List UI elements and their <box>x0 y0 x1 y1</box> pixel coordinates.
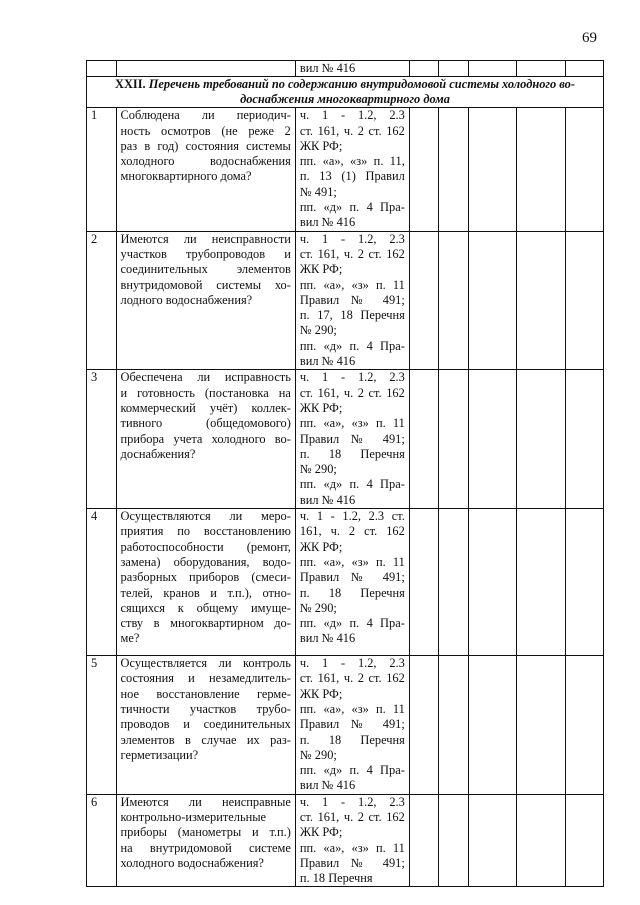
cell-no <box>439 656 469 795</box>
ref-line: № 290; <box>299 323 337 338</box>
ref-line: ст. 161, ч. 2 ст. 162 <box>299 809 405 824</box>
cell-extra <box>565 61 603 77</box>
ref-line: ЖК РФ; <box>299 262 343 277</box>
question-line: Осуществляется ли контроль <box>120 656 291 671</box>
question-line: ность осмотров (не реже 2 <box>120 123 291 138</box>
cell-comment <box>517 108 566 231</box>
question-line: ное восстановление герме- <box>120 686 291 701</box>
cell-num: 1 <box>87 108 117 231</box>
ref-line: п. 17, 18 Перечня <box>299 308 405 323</box>
ref-line: ч. 1 - 1.2, 2.3 <box>299 231 405 246</box>
cell-question <box>116 231 295 370</box>
question-line: соединительных элементов <box>120 262 291 277</box>
table-row <box>87 656 604 795</box>
ref-line: Правил № 491; <box>299 570 405 585</box>
cell-comment <box>517 231 566 370</box>
question-line: Имеются ли неисправности <box>120 231 291 246</box>
table-row <box>87 370 604 509</box>
table-row-continuation <box>87 61 604 77</box>
ref-line: пп. «д» п. 4 Пра- <box>299 763 405 778</box>
cell-comment <box>517 370 566 509</box>
ref-line: Правил № 491; <box>299 855 405 870</box>
question-line: состояния и незамедлитель- <box>120 671 291 686</box>
ref-line: пп. «а», «з» п. 11 <box>299 416 405 431</box>
question-line: холодного водоснабжения? <box>120 855 264 870</box>
cell-question <box>116 794 295 887</box>
cell-question <box>116 108 295 231</box>
ref-line: ЖК РФ; <box>299 539 343 554</box>
table-row <box>87 108 604 231</box>
section-roman: XXII. <box>115 77 146 92</box>
cell-no <box>439 108 469 231</box>
cell-num: 3 <box>87 370 117 509</box>
cell-num: 5 <box>87 656 117 795</box>
ref-line: Правил № 491; <box>299 717 405 732</box>
ref-line: № 290; <box>299 600 337 615</box>
cell-yes <box>409 656 439 795</box>
cell-extra <box>565 231 603 370</box>
cell-comment <box>517 656 566 795</box>
cell-question <box>116 509 295 656</box>
ref-line: № 491; <box>299 184 337 199</box>
ref-line: пп. «д» п. 4 Пра- <box>299 616 405 631</box>
question-line: многоквартирного дома? <box>120 169 252 184</box>
ref-line: ч. 1 - 1.2, 2.3 <box>299 656 405 671</box>
cell-no <box>439 61 469 77</box>
ref-line: 161, ч. 2 ст. 162 <box>299 524 405 539</box>
cell-extra <box>565 370 603 509</box>
cell-na <box>468 370 517 509</box>
question-line: проводов и соединительных <box>120 717 291 732</box>
cell-yes <box>409 509 439 656</box>
question-line: участков трубопроводов и <box>120 246 291 261</box>
ref-line: ч. 1 - 1.2, 2.3 <box>299 794 405 809</box>
ref-line: ст. 161, ч. 2 ст. 162 <box>299 123 405 138</box>
question-line: и готовность (постановка на <box>120 385 291 400</box>
question-line: приборы (манометры и т.п.) <box>120 825 291 840</box>
cell-ref <box>295 370 409 509</box>
cell-ref <box>295 108 409 231</box>
ref-line: п. 18 Перечня <box>299 732 405 747</box>
section-header-row <box>87 77 604 108</box>
ref-line: п. 18 Перечня <box>299 871 373 886</box>
cell-num: 2 <box>87 231 117 370</box>
question-line: коммерческий учёт) коллек- <box>120 400 291 415</box>
ref-line: пп. «а», «з» п. 11 <box>299 840 405 855</box>
ref-line: Правил № 491; <box>299 292 405 307</box>
question-line: холодного водоснабжения <box>120 154 291 169</box>
cell-no <box>439 509 469 656</box>
table-row <box>87 509 604 656</box>
cell-ref <box>295 509 409 656</box>
question-line: ству в многоквартирном до- <box>120 616 291 631</box>
ref-line: пп. «а», «з» п. 11 <box>299 701 405 716</box>
cell-na <box>468 509 517 656</box>
cell-na <box>468 656 517 795</box>
cell-ref <box>295 231 409 370</box>
cell-extra <box>565 656 603 795</box>
ref-line: пп. «д» п. 4 Пра- <box>299 200 405 215</box>
cell-yes <box>409 231 439 370</box>
ref-line: ЖК РФ; <box>299 825 343 840</box>
cell-ref <box>295 794 409 887</box>
ref-line: № 290; <box>299 462 337 477</box>
cell-na <box>468 231 517 370</box>
ref-line: вил № 416 <box>299 354 356 369</box>
question-line: внутридомовой системы хо- <box>120 277 291 292</box>
cell-na <box>468 61 517 77</box>
cell-num <box>87 61 117 77</box>
ref-line: ч. 1 - 1.2, 2.3 <box>299 370 405 385</box>
question-line: приятия по восстановлению <box>120 524 291 539</box>
ref-line: п. 18 Перечня <box>299 446 405 461</box>
ref-line: вил № 416 <box>299 492 356 507</box>
cell-yes <box>409 108 439 231</box>
cell-ref <box>295 61 409 77</box>
section-title <box>87 77 604 108</box>
cell-no <box>439 794 469 887</box>
cell-na <box>468 108 517 231</box>
cell-num: 6 <box>87 794 117 887</box>
question-line: Соблюдена ли периодич- <box>120 108 291 123</box>
question-line: разборных приборов (смеси- <box>120 570 291 585</box>
table-row <box>87 794 604 887</box>
ref-line: пп. «а», «з» п. 11, <box>299 154 405 169</box>
question-line: замена) оборудования, водо- <box>120 554 291 569</box>
ref-line: вил № 416 <box>299 778 356 793</box>
question-line: контрольно-измерительные <box>120 809 267 824</box>
requirements-checklist-table <box>86 60 604 887</box>
ref-line: ст. 161, ч. 2 ст. 162 <box>299 671 405 686</box>
cell-na <box>468 794 517 887</box>
ref-line: ст. 161, ч. 2 ст. 162 <box>299 246 405 261</box>
cell-extra <box>565 794 603 887</box>
question-line: элементов в случае их раз- <box>120 732 291 747</box>
ref-line: пп. «а», «з» п. 11 <box>299 554 405 569</box>
question-line: тивного (общедомового) <box>120 416 291 431</box>
cell-comment <box>517 509 566 656</box>
ref-line: Правил № 491; <box>299 431 405 446</box>
question-line: прибора учета холодного во- <box>120 431 291 446</box>
question-line: Обеспечена ли исправность <box>120 370 291 385</box>
ref-line: ч. 1 - 1.2, 2.3 <box>299 108 405 123</box>
cell-no <box>439 370 469 509</box>
cell-yes <box>409 61 439 77</box>
ref-line: ЖК РФ; <box>299 686 343 701</box>
section-title-line2: доснабжения многоквартирного дома <box>240 92 450 107</box>
cell-comment <box>517 61 566 77</box>
question-line: ме? <box>120 631 140 646</box>
question-line: на внутридомовой системе <box>120 840 291 855</box>
cell-extra <box>565 509 603 656</box>
cell-ref <box>295 656 409 795</box>
question-line: доснабжения? <box>120 446 196 461</box>
section-title-line1: Перечень требований по содержанию внутридомовой системы холодного во- <box>148 77 575 92</box>
cell-extra <box>565 108 603 231</box>
question-line: телей, кранов и т.п.), отно- <box>120 585 291 600</box>
question-line: работоспособности (ремонт, <box>120 539 291 554</box>
cell-question <box>116 61 295 77</box>
question-line: Имеются ли неисправные <box>120 794 291 809</box>
question-line: тичности участков трубо- <box>120 701 291 716</box>
question-line: раз в год) состояния системы <box>120 138 291 153</box>
ref-line: пп. «а», «з» п. 11 <box>299 277 405 292</box>
table-row <box>87 231 604 370</box>
ref-line: вил № 416 <box>299 61 356 75</box>
question-line: Осуществляются ли меро- <box>120 509 291 524</box>
ref-line: вил № 416 <box>299 631 356 646</box>
ref-line: п. 18 Перечня <box>299 585 405 600</box>
question-line: лодного водоснабжения? <box>120 292 253 307</box>
ref-line: ЖК РФ; <box>299 400 343 415</box>
ref-line: пп. «д» п. 4 Пра- <box>299 477 405 492</box>
cell-question <box>116 656 295 795</box>
cell-yes <box>409 794 439 887</box>
ref-line: пп. «д» п. 4 Пра- <box>299 338 405 353</box>
cell-num: 4 <box>87 509 117 656</box>
question-line: сящихся к общему имуще- <box>120 600 291 615</box>
ref-line: ст. 161, ч. 2 ст. 162 <box>299 385 405 400</box>
cell-comment <box>517 794 566 887</box>
page-number: 69 <box>582 30 597 46</box>
ref-line: п. 13 (1) Правил <box>299 169 405 184</box>
ref-line: № 290; <box>299 747 337 762</box>
question-line: герметизации? <box>120 747 199 762</box>
cell-no <box>439 231 469 370</box>
cell-question <box>116 370 295 509</box>
ref-line: ЖК РФ; <box>299 138 343 153</box>
ref-line: вил № 416 <box>299 215 356 230</box>
ref-line: ч. 1 - 1.2, 2.3 ст. <box>299 509 405 524</box>
cell-yes <box>409 370 439 509</box>
